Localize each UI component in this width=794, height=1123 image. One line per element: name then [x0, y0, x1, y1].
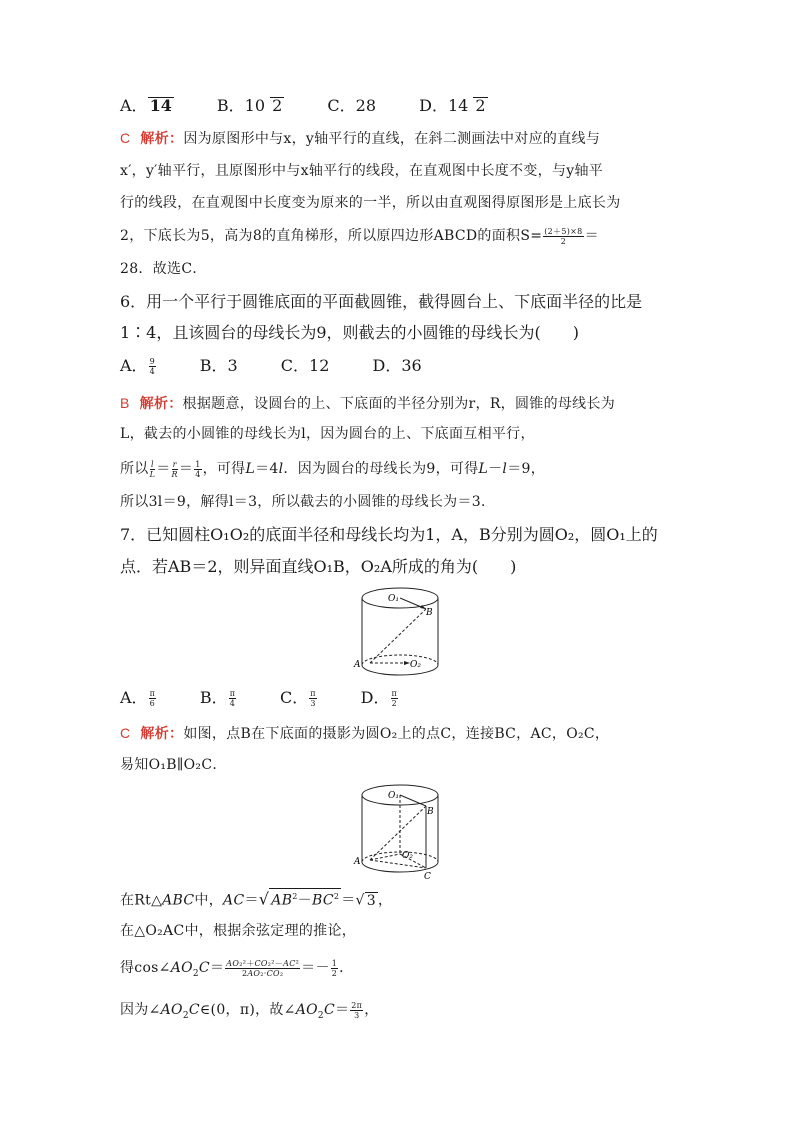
q5-answer: C — [120, 130, 131, 146]
label-o2: O₂ — [410, 660, 421, 670]
q5-option-a[interactable]: A． 14 — [120, 96, 172, 115]
q6-option-d[interactable]: D．36 — [372, 356, 422, 375]
q7-solution-line-3: 在Rt△ABC中，AC＝√ $AB^2-BC^2$ ＝√ 3 ， — [120, 889, 393, 909]
q6-stem-line-1: 6．用一个平行于圆锥底面的平面截圆锥，截得圆台上、下底面半径的比是 — [120, 292, 643, 311]
q6-options — [120, 356, 460, 376]
q6-answer: B — [120, 395, 130, 411]
q6-analysis-label: 解析： — [139, 396, 183, 412]
q6-solution-line-3: 所以 $\frac{l}{L}$ ＝ $\frac{r}{R}$ ＝ $\frac{1}{4}$ ，可得L＝4l．因为圆台的母线长为9，可得L－l＝9， — [120, 459, 546, 479]
q6-option-a[interactable]: A． $\frac{9}{4}$ — [120, 356, 155, 376]
q5-solution-line-2: x′，y′轴平行，且原图形中与x轴平行的线段，在直观图中长度不变，与y轴平 — [120, 163, 604, 179]
q5-option-d[interactable]: D．14 2 — [419, 96, 486, 115]
q5-solution-line-1: C 解析：因为原图形中与x，y轴平行的直线，在斜二测画法中对应的直线与 — [120, 130, 601, 147]
label-o1-fig2: O₁ — [388, 791, 399, 801]
label-a: A — [354, 660, 361, 670]
q7-option-d[interactable]: D． $\frac{\pi}{2}$ — [360, 688, 397, 708]
q7-option-b[interactable]: B． $\frac{\pi}{4}$ — [199, 688, 235, 708]
q5-option-c[interactable]: C．28 — [327, 96, 377, 115]
q7-stem-line-1: 7．已知圆柱O₁O₂的底面半径和母线长均为1，A，B分别为圆O₂，圆O₁上的 — [120, 525, 658, 544]
q6-solution-line-1: B 解析：根据题意，设圆台的上、下底面的半径分别为r，R，圆锥的母线长为 — [120, 395, 616, 412]
q5-analysis-label: 解析： — [140, 131, 184, 147]
q7-stem-line-2: 点．若AB＝2，则异面直线O₁B，O₂A所成的角为( ) — [120, 557, 517, 576]
q6-solution-line-2: L，截去的小圆锥的母线长为l，因为圆台的上、下底面互相平行， — [120, 426, 535, 442]
q6-solution-line-4: 所以3l＝9，解得l＝3，所以截去的小圆锥的母线长为＝3． — [120, 494, 496, 510]
q7-solution-line-1: C 解析：如图，点B在下底面的摄影为圆O₂上的点C，连接BC，AC，O₂C， — [120, 725, 610, 742]
q7-solution-line-6: 因为$\angle AO_2C\in(0$，π)，故$\angle AO_2C=$ $\frac{2\pi}{3}$ ， — [120, 1000, 379, 1021]
label-b-fig2: B — [427, 807, 434, 817]
q5-option-b[interactable]: B．10 2 — [216, 96, 283, 115]
cylinder-figure-2 — [350, 782, 450, 882]
q5-solution-line-3: 行的线段，在直观图中长度变为原来的一半，所以由直观图得原图形是上底长为 — [120, 195, 621, 211]
q7-solution-line-4: 在△O₂AC中，根据余弦定理的推论， — [120, 923, 357, 939]
q7-answer: C — [120, 725, 131, 741]
label-c-fig2: C — [424, 872, 431, 882]
q5-solution-line-4: 2，下底长为5，高为8的直角梯形，所以原四边形ABCD的面积S= $\frac{(2+5)\times 8}{2}$ ＝ — [120, 226, 599, 246]
q6-option-c[interactable]: C．12 — [280, 356, 330, 375]
label-b: B — [426, 608, 433, 618]
q7-options — [120, 688, 437, 708]
q5-solution-line-5: 28．故选C． — [120, 261, 207, 277]
q5-area-fraction: $\frac{(2+5)\times 8}{2}$ — [544, 226, 583, 246]
label-o2-fig2: O₂ — [402, 851, 413, 861]
q5-options — [120, 96, 526, 116]
q6-option-b[interactable]: B．3 — [199, 356, 238, 375]
label-o1: O₁ — [388, 594, 399, 604]
q7-solution-line-5: 得$\cos\angle AO_2C=$ $\frac{\text{AO₂²＋CO₂²－AC²}}{\text{2AO₂·CO₂}}$ ＝－ $\frac{1}{2}$ ． — [120, 958, 354, 979]
q7-option-a[interactable]: A． $\frac{\pi}{6}$ — [120, 688, 155, 708]
label-a-fig2: A — [354, 857, 361, 867]
q7-option-c[interactable]: C． $\frac{\pi}{3}$ — [280, 688, 316, 708]
q7-analysis-label: 解析： — [140, 726, 184, 742]
q6-stem-line-2: 1∶4，且该圆台的母线长为9，则截去的小圆锥的母线长为( ) — [120, 323, 580, 342]
cylinder-figure-1 — [350, 585, 450, 685]
q7-solution-line-2: 易知O₁B∥O₂C． — [120, 757, 227, 773]
